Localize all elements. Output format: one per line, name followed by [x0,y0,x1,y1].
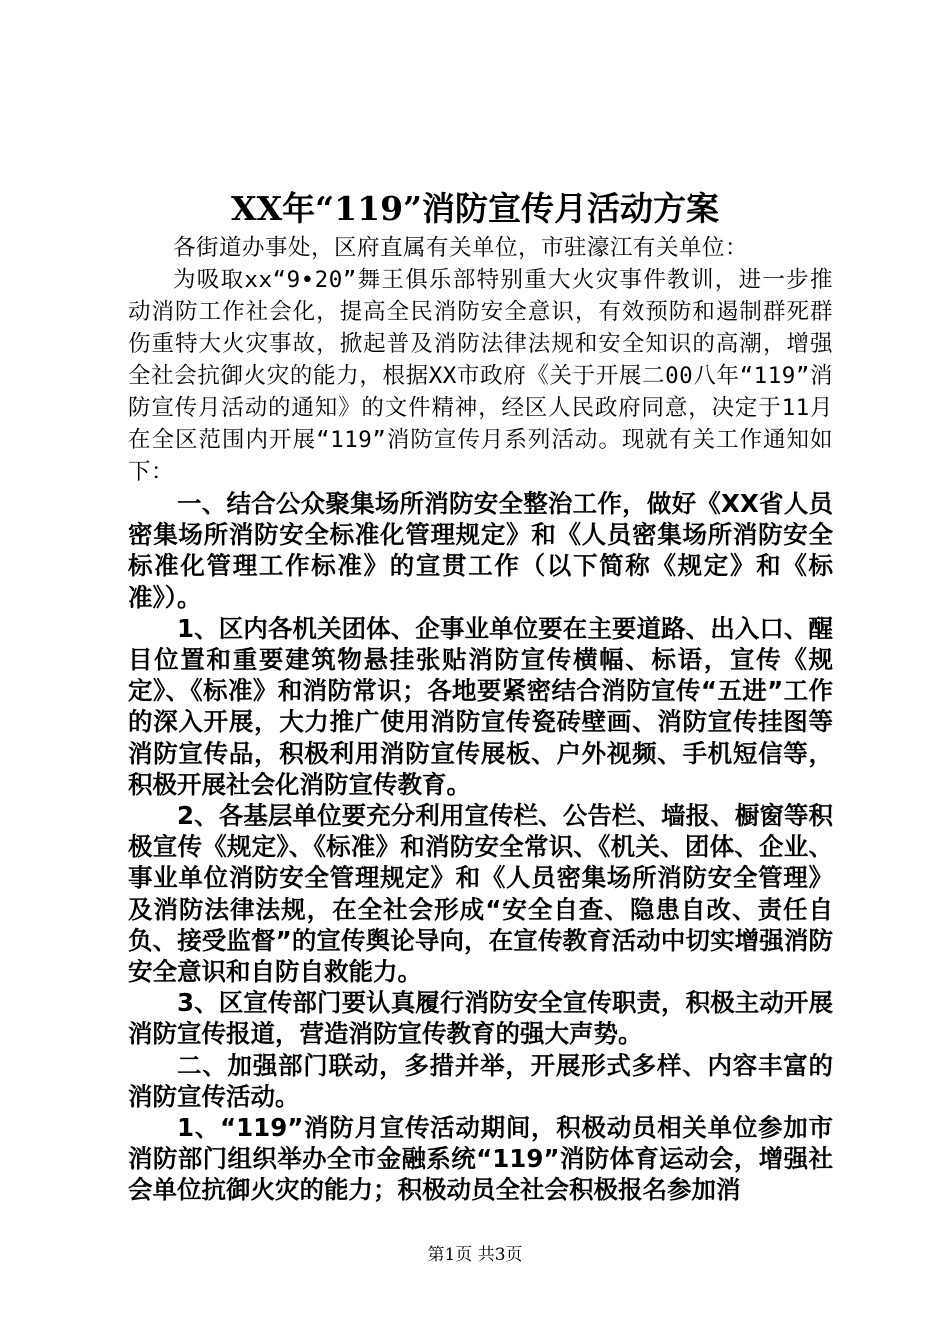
document-body [128,232,833,1206]
intro-paragraph: 为吸取xx“9•20”舞王俱乐部特别重大火灾事件教训，进一步推动消防工作社会化，提高全民消防安全意识，有效预防和遏制群死群伤重特大火灾事故，掀起普及消防法律法规和安全知识的高潮，增强全社会抗御火灾的能力，根据XX市政府《关于开展二00八年“119”消防宣传月活动的通知》的文件精神，经区人民政府同意，决定于11月在全区范围内开展“119”消防宣传月系列活动。现就有关工作通知如下： [128,267,833,485]
salutation-paragraph: 各街道办事处，区府直属有关单位，市驻濠江有关单位： [173,235,749,261]
section-two-item-1: 1、“119”消防月宣传活动期间，积极动员相关单位参加市消防部门组织举办全市金融系统“119”消防体育运动会，增强社会单位抗御火灾的能力；积极动员全社会积极报名参加消 [128,1113,833,1205]
document-title: XX年“119”消防宣传月活动方案 [230,189,720,228]
section-two-heading: 二、加强部门联动，多措并举，开展形式多样、内容丰富的消防宣传活动。 [128,1050,833,1111]
section-one-item-1: 1、区内各机关团体、企事业单位要在主要道路、出入口、醒目位置和重要建筑物悬挂张贴消防宣传横幅、标语，宣传《规定》、《标准》和消防常识；各地要紧密结合消防宣传“五进”工作的深入开展，大力推广使用消防宣传瓷砖壁画、消防宣传挂图等消防宣传品，积极利用消防宣传展板、户外视频、手机短信等，积极开展社会化消防宣传教育。 [128,613,833,799]
page-footer: 第1页 共3页 [427,1245,523,1265]
section-one-heading: 一、结合公众聚集场所消防安全整治工作，做好《XX省人员密集场所消防安全标准化管理规定》和《人员密集场所消防安全标准化管理工作标准》的宣贯工作（以下简称《规定》和《标准》）。 [128,489,833,612]
section-one-item-2: 2、各基层单位要充分利用宣传栏、公告栏、墙报、橱窗等积极宣传《规定》、《标准》和消防安全常识、《机关、团体、企业、事业单位消防安全管理规定》和《人员密集场所消防安全管理》及消防法律法规，在全社会形成“安全自查、隐患自改、责任自负、接受监督”的宣传舆论导向，在宣传教育活动中切实增强消防安全意识和自防自救能力。 [128,801,833,987]
section-one-item-3: 3、区宣传部门要认真履行消防安全宣传职责，积极主动开展消防宣传报道，营造消防宣传教育的强大声势。 [128,988,833,1049]
